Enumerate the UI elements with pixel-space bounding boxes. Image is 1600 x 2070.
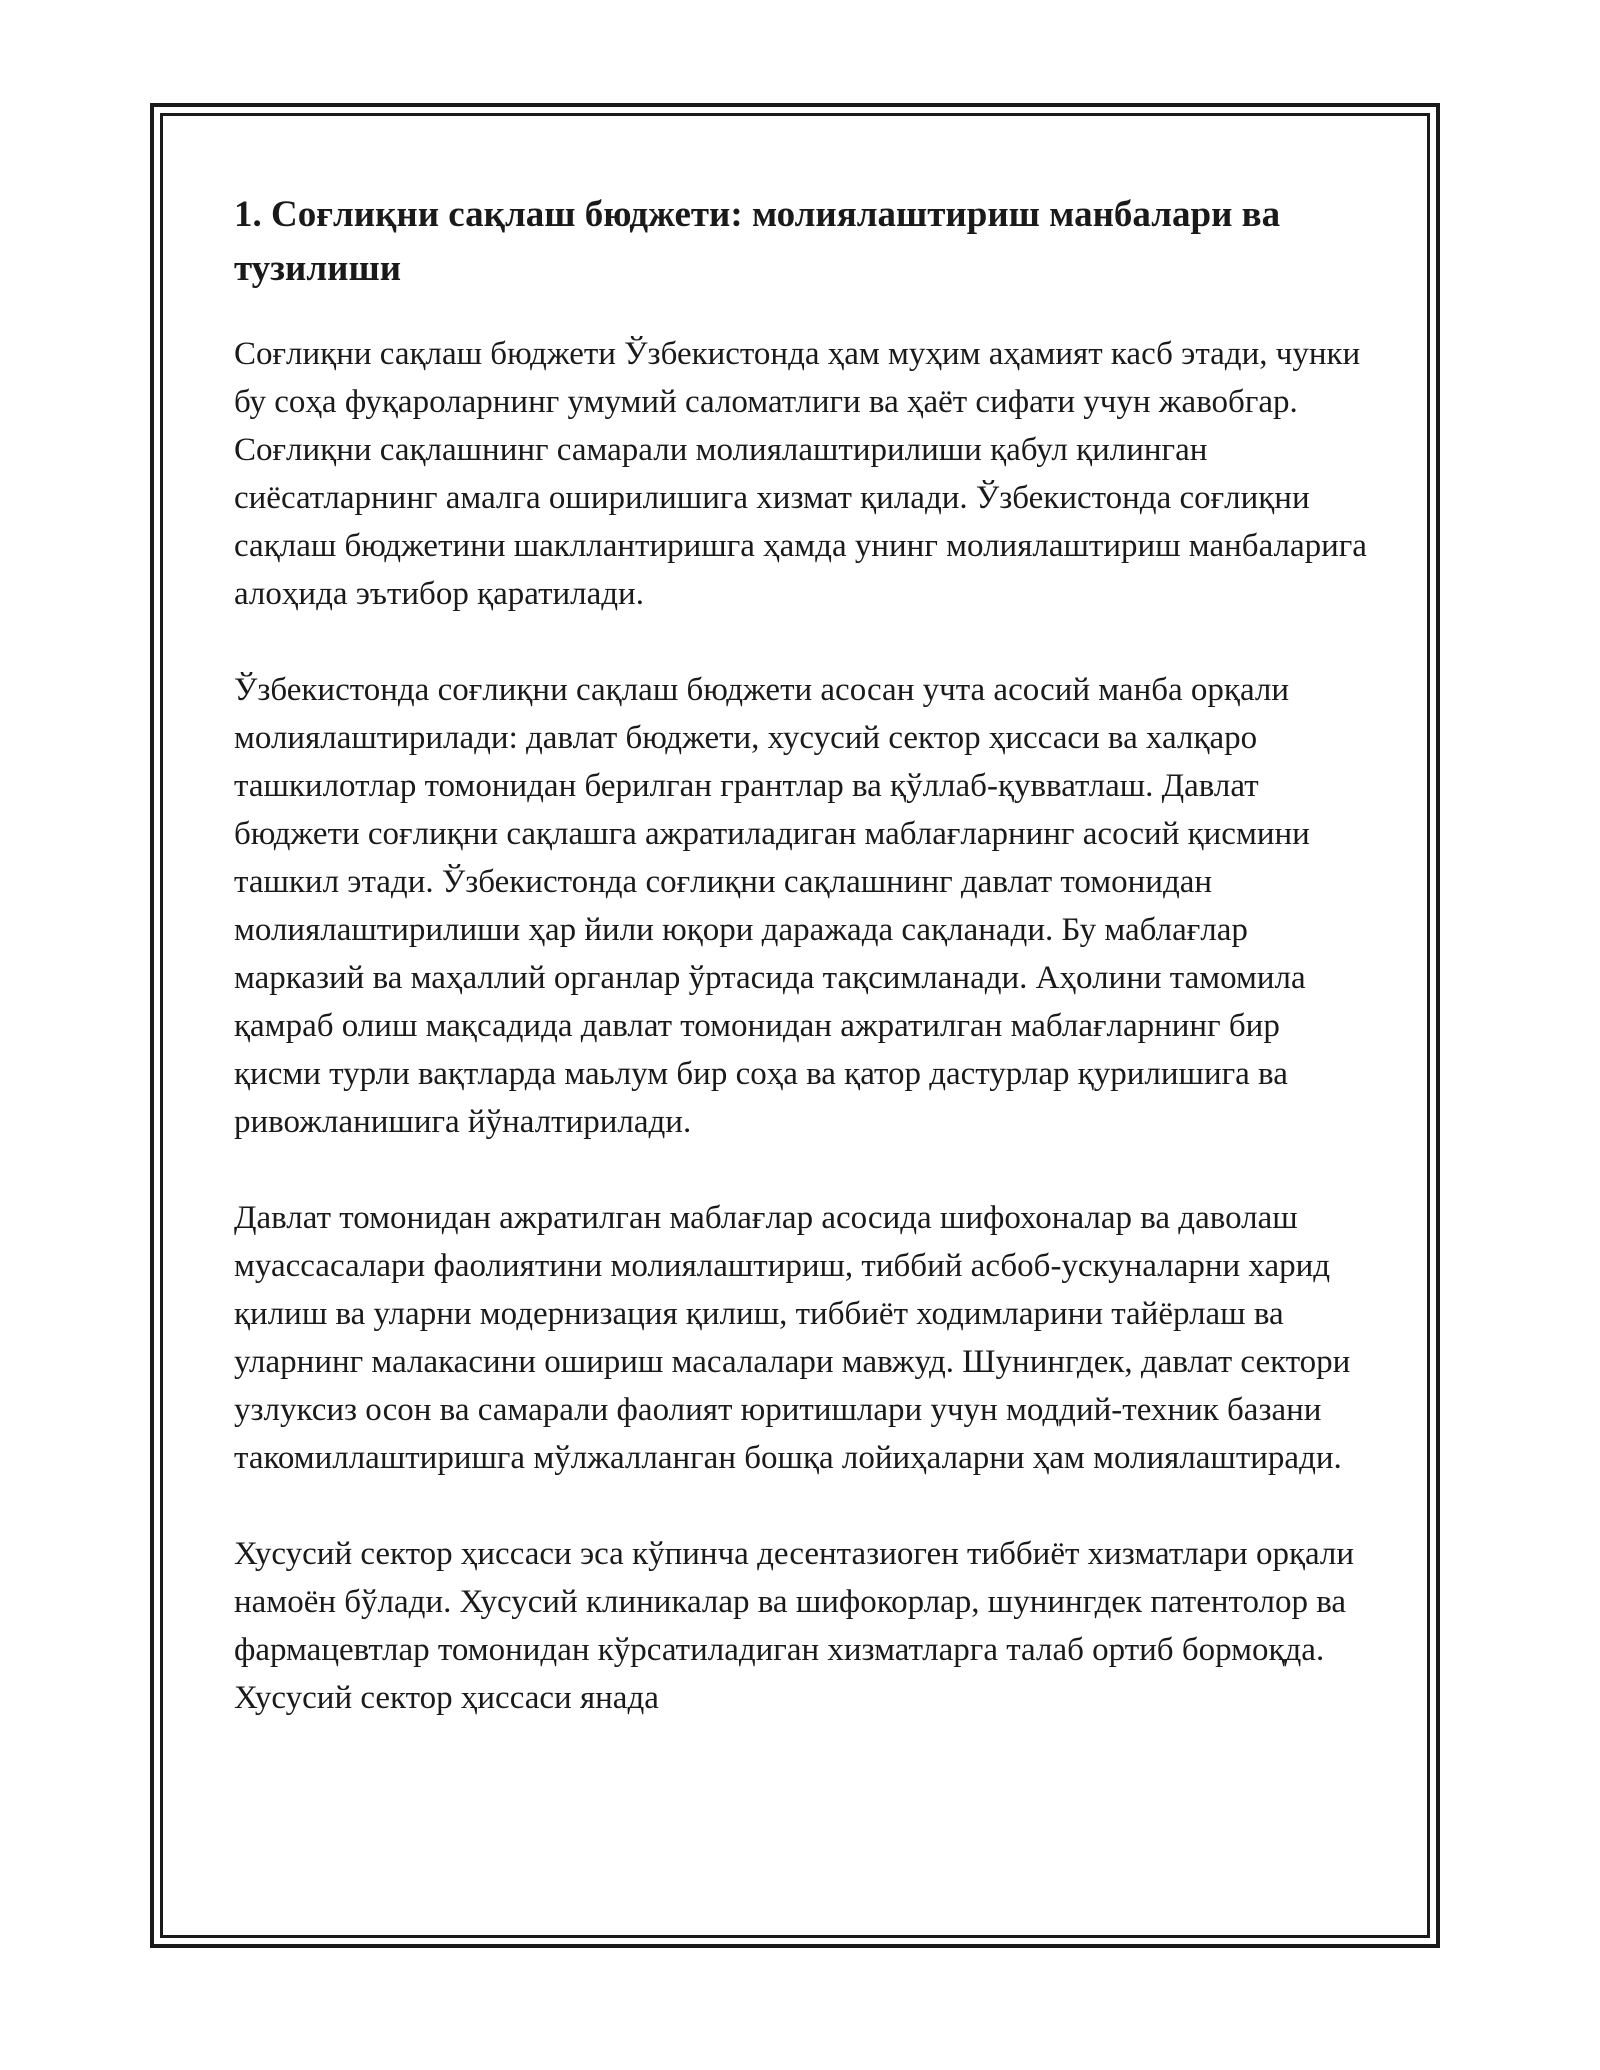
paragraph-3: Давлат томонидан ажратилган маблағлар асосида шифохоналар ва даволаш муассасалари фаолиятини молиялаштириш, тиббий асбоб-ускуналарни харид қилиш ва уларни модернизация қилиш, тиббиёт ходимларини тайёрлаш ва уларнинг малакасини ошириш масалалари мавжуд. Шунингдек, давлат сектори узлуксиз осон ва самарали фаолият юритишлари учун моддий-техник базани такомиллаштиришга мўлжалланган бошқа лойиҳаларни ҳам молиялаштиради. [234,1200,1351,1476]
document-body [234,188,1374,1770]
section-heading: 1. Соғлиқни сақлаш бюджети: молиялаштириш манбалари ва тузилиши [234,194,1281,289]
paragraph-2: Ўзбекистонда соғлиқни сақлаш бюджети асосан учта асосий манба орқали молиялаштирилади: давлат бюджети, хусусий сектор ҳиссаси ва халқаро ташкилотлар томонидан берилган грантлар ва қўллаб-қувватлаш. Давлат бюджети соғлиқни сақлашга ажратиладиган маблағларнинг асосий қисмини ташкил этади. Ўзбекистонда соғлиқни сақлашнинг давлат томонидан молиялаштирилиши ҳар йили юқори даражада сақланади. Бу маблағлар марказий ва маҳаллий органлар ўртасида тақсимланади. Аҳолини тамомила қамраб олиш мақсадида давлат томонидан ажратилган маблағларнинг бир қисми турли вақтларда маьлум бир соҳа ва қатор дастурлар қурилишига ва ривожланишига йўналтирилади. [234,672,1310,1140]
paragraph-4: Хусусий сектор ҳиссаси эса кўпинча десентазиоген тиббиёт хизматлари орқали намоён бўлади. Хусусий клиникалар ва шифокорлар, шунингдек патентолор ва фармацевтлар томонидан кўрсатиладиган хизматларга талаб ортиб бормоқда. Хусусий сектор ҳиссаси янада [234,1536,1355,1716]
paragraph-1: Соғлиқни сақлаш бюджети Ўзбекистонда ҳам муҳим аҳамият касб этади, чунки бу соҳа фуқароларнинг умумий саломатлиги ва ҳаёт сифати учун жавобгар. Соғлиқни сақлашнинг самарали молиялаштирилиши қабул қилинган сиёсатларнинг амалга оширилишига хизмат қилади. Ўзбекистонда соғлиқни сақлаш бюджетини шакллантиришга ҳамда унинг молиялаштириш манбаларига алоҳида эътибор қаратилади. [234,336,1367,612]
